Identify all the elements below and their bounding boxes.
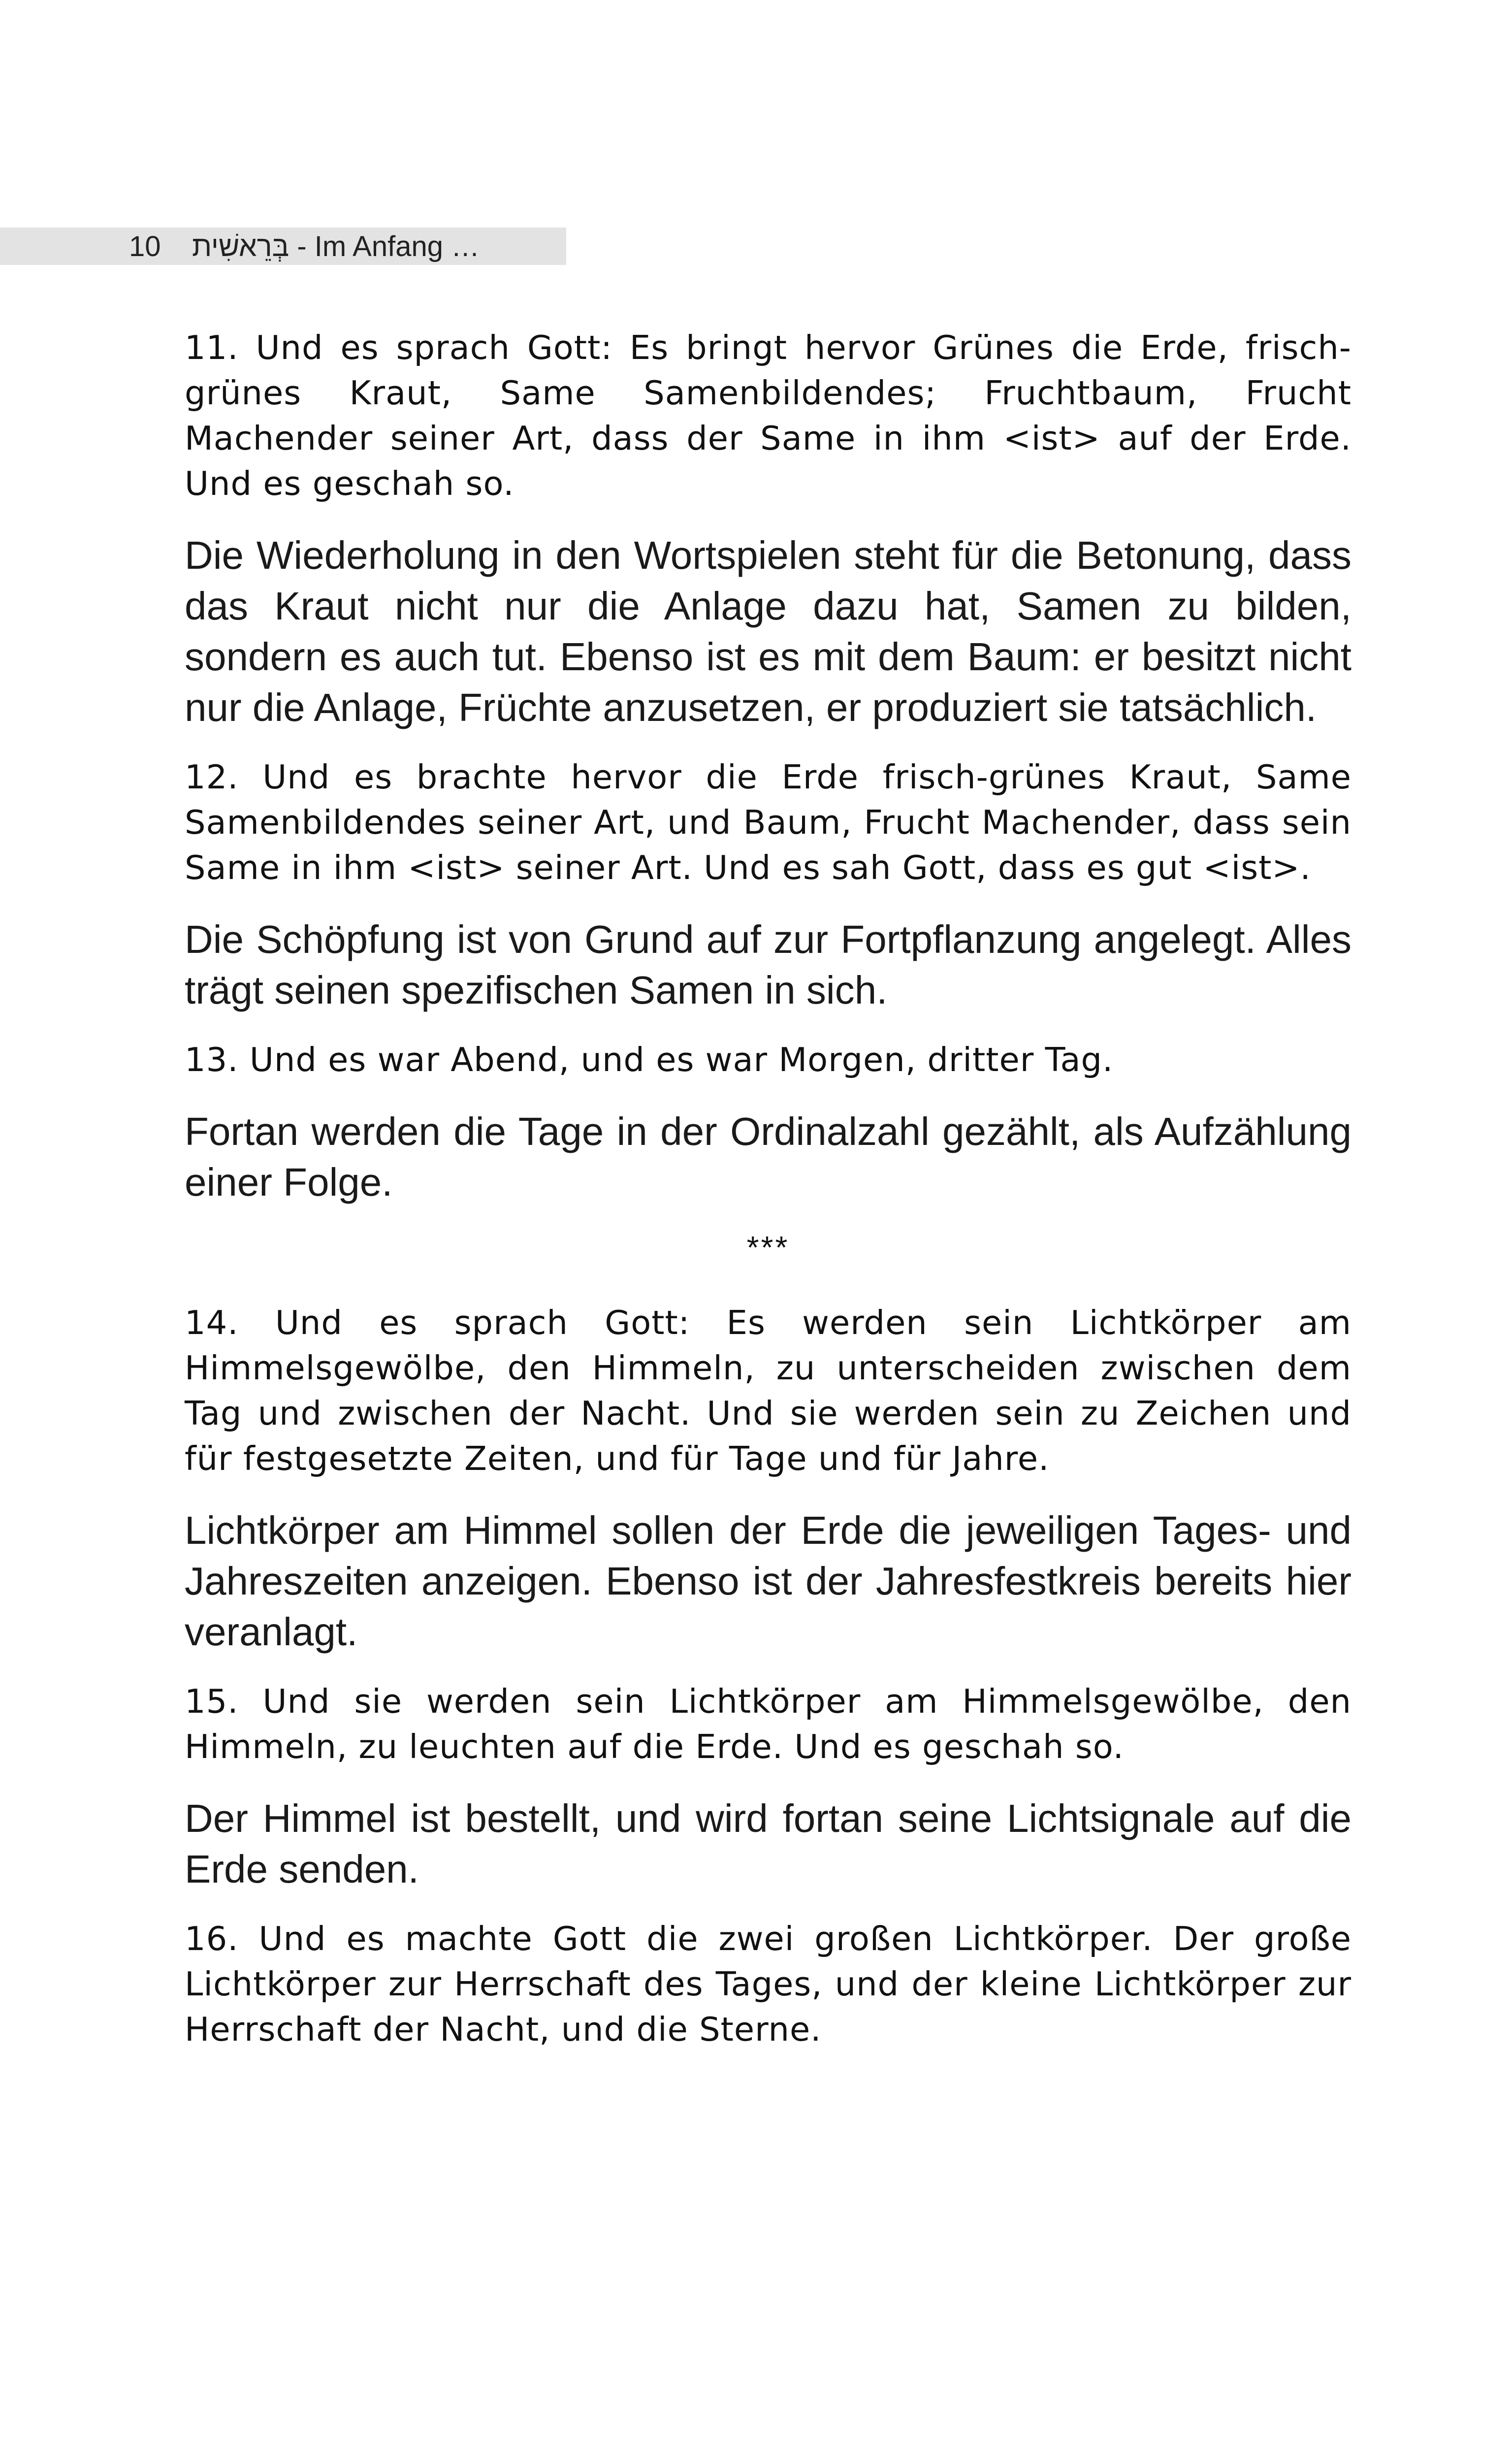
verse-14: 14. Und es sprach Gott: Es werden sein Lichtkörper am Himmelsgewölbe, den Himmeln, zu unterscheiden zwischen dem Tag und zwischen der Nacht. Und sie werden sein zu Zeichen und für festgesetzte Zeiten, und für Tage und für Jahre. (185, 1303, 1351, 1478)
commentary-12: Die Schöpfung ist von Grund auf zur Fortpflanzung angelegt. Alles trägt seinen spezifischen Samen in sich. (185, 917, 1351, 1012)
commentary-15: Der Himmel ist bestellt, und wird fortan seine Lichtsignale auf die Erde senden. (185, 1796, 1351, 1891)
verse-16: 16. Und es machte Gott die zwei großen Lichtkörper. Der große Lichtkörper zur Herrschaft des Tages, und der kleine Lichtkörper zur Herrschaft der Nacht, und die Sterne. (185, 1920, 1351, 2049)
verse-11: 11. Und es sprach Gott: Es bringt hervor Grünes die Erde, frisch-grünes Kraut, Same Samenbildendes; Fruchtbaum, Frucht Machender seiner Art, dass der Same in ihm <ist> auf der Erde. Und es geschah so. (185, 328, 1351, 503)
verse-15: 15. Und sie werden sein Lichtkörper am Himmelsgewölbe, den Himmeln, zu leuchten auf die Erde. Und es geschah so. (185, 1682, 1351, 1766)
commentary-11: Die Wiederholung in den Wortspielen steht für die Betonung, dass das Kraut nicht nur die Anlage dazu hat, Samen zu bilden, sondern es auch tut. Ebenso ist es mit dem Baum: er besitzt nicht nur die Anlage, Früchte anzusetzen, er produziert sie tatsächlich. (185, 533, 1351, 729)
running-title (192, 230, 480, 263)
page-number: 10 (129, 230, 161, 262)
commentary-14: Lichtkörper am Himmel sollen der Erde die jeweiligen Tages- und Jahreszeiten anzeigen. Ebenso ist der Jahresfestkreis bereits hier veranlagt. (185, 1508, 1351, 1654)
section-separator: *** (746, 1230, 790, 1265)
running-title-hebrew: בְּרֵאשִׁית (192, 230, 290, 262)
verse-12: 12. Und es brachte hervor die Erde frisch-grünes Kraut, Same Samenbildendes seiner Art, und Baum, Frucht Machender, dass sein Same in ihm <ist> seiner Art. Und es sah Gott, dass es gut <ist>. (185, 758, 1351, 887)
running-title-german: - Im Anfang … (289, 230, 480, 262)
verse-13: 13. Und es war Abend, und es war Morgen, dritter Tag. (185, 1041, 1114, 1079)
commentary-13: Fortan werden die Tage in der Ordinalzahl gezählt, als Aufzählung einer Folge. (185, 1109, 1351, 1204)
page-body (185, 325, 1351, 2076)
